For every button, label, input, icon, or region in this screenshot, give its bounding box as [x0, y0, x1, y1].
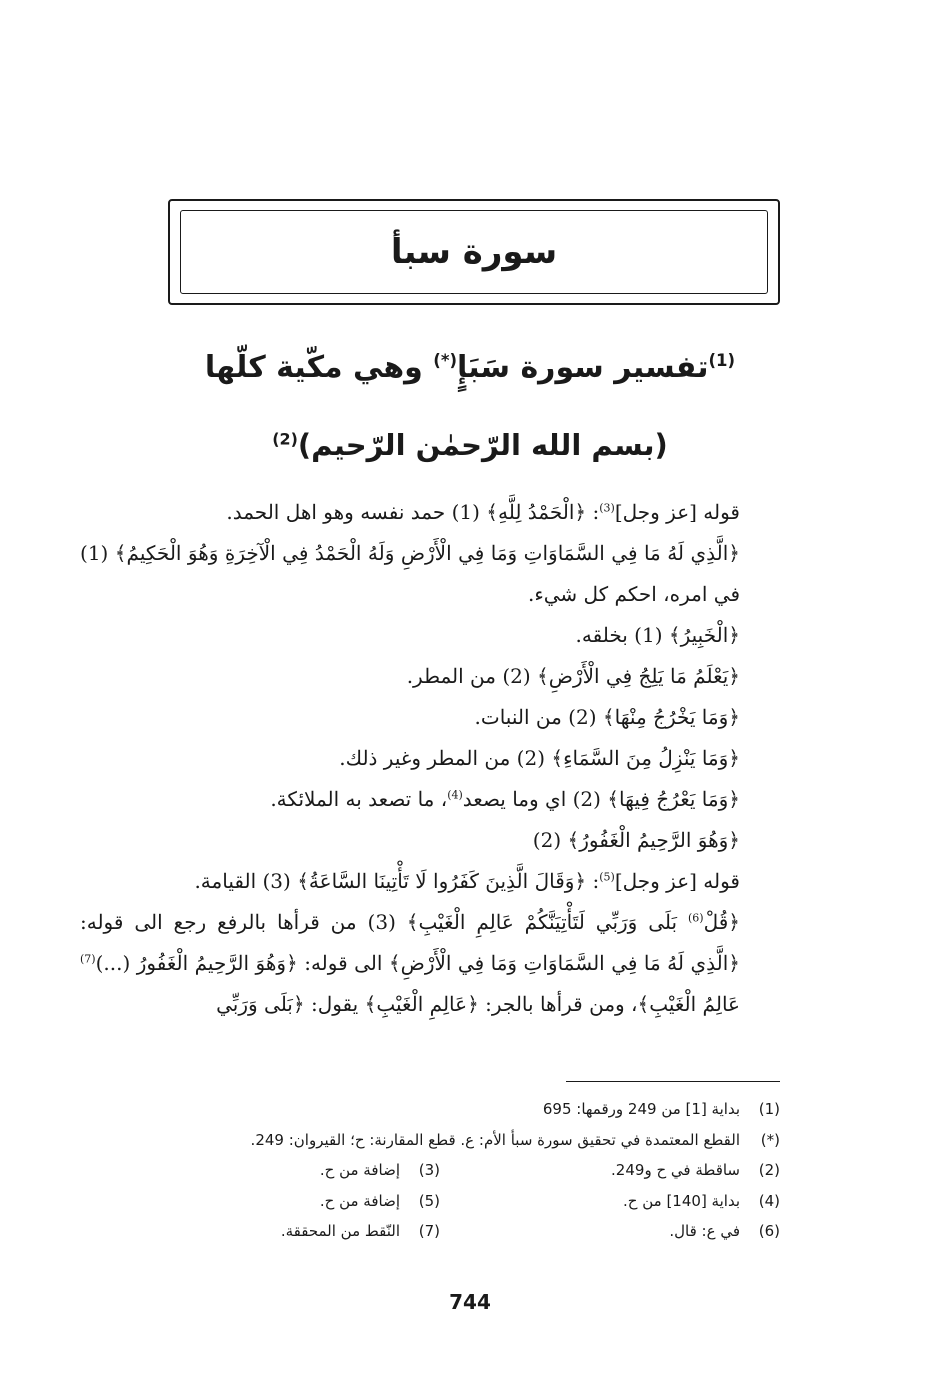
footnote-number: (7)	[418, 1222, 440, 1240]
paragraph-5: ﴿وَمَا يَخْرُجُ مِنْهَا﴾ (2) من النبات.	[474, 705, 740, 729]
footnotes	[100, 1094, 780, 1247]
footnote-text: بداية [1] من 249 ورقمها: 695	[542, 1100, 740, 1118]
paragraph-1	[80, 492, 780, 533]
footnote-text: في ع: قال.	[669, 1222, 740, 1240]
footnote-6	[440, 1216, 780, 1247]
page-number: 744	[449, 1290, 491, 1314]
p10-text-c: عَالِمُ الْغَيْبِ﴾، ومن قرأها بالجر: ﴿عَالِمِ الْغَيْبِ﴾ يقول: ﴿بَلَى وَرَبِّي	[216, 992, 740, 1016]
tafsir-title-suffix: وهي مكّية كلّها	[204, 350, 434, 385]
footnote-row	[100, 1125, 780, 1156]
footnote-text: إضافة من ح.	[319, 1161, 400, 1179]
footnote-ref-6: (6)	[687, 911, 704, 925]
basmala-text: (بسم الله الرّحمٰن الرّحيم)	[297, 428, 668, 462]
footnote-ref-2: (2)	[272, 429, 298, 449]
footnote-number: (2)	[758, 1161, 780, 1179]
footnote-star	[100, 1125, 780, 1156]
footnote-number: (5)	[418, 1191, 440, 1210]
p9-text-a: قوله [عز وجل]	[614, 869, 740, 893]
footnote-separator	[566, 1081, 780, 1082]
footnote-ref-4: (4)	[447, 788, 463, 802]
body-text	[80, 492, 780, 1025]
paragraph-2: ﴿الَّذِي لَهُ مَا فِي السَّمَاوَاتِ وَمَا فِي الْأَرْضِ وَلَهُ الْحَمْدُ فِي الْآخِرَةِ وَهُوَ الْحَكِيمُ﴾ (1) في امره، احكم كل شيء.	[80, 541, 740, 606]
footnote-ref-3: (3)	[599, 501, 615, 515]
footnote-row	[100, 1094, 780, 1125]
paragraph-6: ﴿وَمَا يَنْزِلُ مِنَ السَّمَاءِ﴾ (2) من المطر وغير ذلك.	[339, 746, 740, 770]
footnote-number: (3)	[418, 1161, 440, 1179]
footnote-text: القطع المعتمدة في تحقيق سورة سبأ الأم: ع. قطع المقارنة: ح؛ القيروان: 249.	[250, 1130, 740, 1149]
title-frame-inner	[180, 210, 768, 294]
p1-text-b: : ﴿الْحَمْدُ لِلَّهِ﴾ (1) حمد نفسه وهو اهل الحمد.	[226, 500, 600, 524]
footnote-ref-star: (*)	[433, 351, 457, 370]
paragraph-8: ﴿وَهُوَ الرَّحِيمُ الْغَفُورُ﴾ (2)	[532, 828, 740, 852]
paragraph-4: ﴿يَعْلَمُ مَا يَلِجُ فِي الْأَرْضِ﴾ (2) من المطر.	[406, 664, 740, 688]
footnote-text: إضافة من ح.	[319, 1191, 400, 1210]
paragraph-9	[80, 861, 780, 902]
footnote-4	[440, 1186, 780, 1217]
footnote-row	[100, 1216, 780, 1247]
footnote-text: بداية [140] من ح.	[623, 1191, 740, 1210]
footnote-number: (1)	[758, 1100, 780, 1118]
p7-text-a: ﴿وَمَا يَعْرُجُ فِيهَا﴾ (2) اي وما يصعد	[462, 787, 740, 811]
tafsir-title	[0, 350, 940, 385]
footnote-row	[100, 1186, 780, 1217]
footnote-3	[100, 1155, 440, 1186]
footnote-7	[100, 1216, 440, 1247]
paragraph-10	[80, 902, 780, 1025]
surah-title: سورة سبأ	[390, 232, 558, 272]
p9-text-b: : ﴿وَقَالَ الَّذِينَ كَفَرُوا لَا تَأْتِينَا السَّاعَةُ﴾ (3) القيامة.	[194, 869, 600, 893]
p10-text-a: ﴿قُلْ	[703, 910, 740, 934]
footnote-ref-1: (1)	[708, 351, 736, 370]
footnote-row	[100, 1155, 780, 1186]
p1-text-a: قوله [عز وجل]	[614, 500, 740, 524]
p7-text-b: ، ما تصعد به الملائكة.	[270, 787, 448, 811]
p10-text-b: بَلَى وَرَبِّي لَتَأْتِيَنَّكُمْ عَالِمِ الْغَيْبِ﴾ (3) من قرأها بالرفع رجع الى قوله: ﴿الَّذِي لَهُ مَا فِي السَّمَاوَاتِ وَمَا فِي الْأَرْضِ﴾ الى قوله: ﴿وَهُوَ الرَّحِيمُ الْغَفُورُ (...)	[80, 910, 740, 975]
footnote-text: النّقط من المحققة.	[280, 1222, 400, 1240]
basmala	[0, 428, 940, 462]
footnote-ref-7: (7)	[80, 952, 96, 966]
tafsir-title-text: تفسير سورة سَبَإٍ	[457, 350, 709, 385]
footnote-1	[100, 1094, 780, 1125]
footnote-number: (*)	[760, 1130, 780, 1149]
footnote-number: (6)	[758, 1222, 780, 1240]
footnote-ref-5: (5)	[599, 870, 615, 884]
footnote-2	[440, 1155, 780, 1186]
footnote-5	[100, 1186, 440, 1217]
paragraph-3: ﴿الْخَبِيرُ﴾ (1) بخلقه.	[575, 623, 740, 647]
footnote-number: (4)	[758, 1191, 780, 1210]
paragraph-7	[80, 779, 780, 820]
footnote-text: ساقطة في ح و249.	[611, 1161, 740, 1179]
